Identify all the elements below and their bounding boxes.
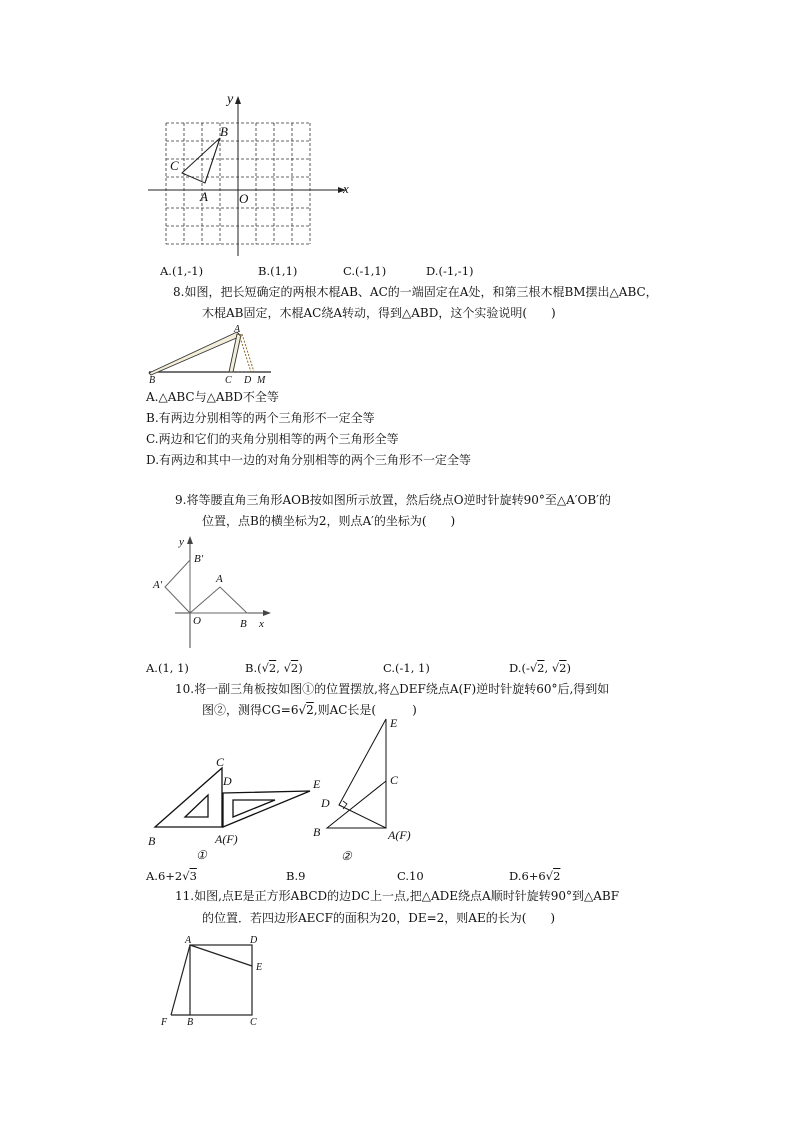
q10-fig2-label-b: B: [313, 825, 321, 839]
q8-label-a: A: [234, 324, 241, 335]
q8-label-m: M: [257, 375, 266, 386]
q7-option-b: B.(1,1): [258, 264, 298, 278]
q9-triangle-aob: [190, 587, 247, 613]
q11-square-figure: [155, 933, 280, 1028]
q9-label-x: x: [259, 618, 264, 630]
q8-option-c: C.两边和它们的夹角分别相等的两个三角形全等: [146, 432, 399, 446]
q7-grid-figure: [140, 88, 370, 258]
q11-label-e: E: [256, 962, 263, 973]
q11-label-f: F: [161, 1017, 168, 1028]
q7-option-a: A.(1,-1): [160, 264, 204, 278]
q7-label-c: C: [170, 158, 179, 173]
q7-label-o: O: [239, 191, 249, 206]
q8-label-c: C: [225, 375, 232, 386]
q10-option-a: A.6+2√3: [146, 869, 197, 883]
q7-label-y: y: [227, 92, 234, 107]
q10-fig2-label-c: C: [390, 773, 399, 787]
q9-label-b: B: [240, 618, 247, 630]
q8-stem-line1: 8.如图，把长短确定的两根木棍AB、AC的一端固定在A处，和第三根木棍BM摆出△ABC，: [173, 285, 658, 299]
q10-stem-line1: 10.将一副三角板按如图①的位置摆放,将△DEF绕点A(F)逆时针旋转60°后,得到如: [175, 682, 610, 696]
q11-label-a: A: [185, 935, 192, 946]
q10-fig1-number: ①: [196, 848, 207, 862]
q8-option-d: D.有两边和其中一边的对角分别相等的两个三角形不一定全等: [146, 453, 472, 467]
q10-figure-2: [305, 715, 435, 865]
q11-label-d: D: [250, 935, 258, 946]
q9-triangle-apobp: [165, 560, 190, 613]
q7-label-a: A: [200, 189, 208, 204]
q8-option-a: A.△ABC与△ABD不全等: [146, 390, 279, 404]
q10-fig2-label-d: D: [321, 796, 330, 810]
q9-label-o: O: [193, 615, 201, 627]
q8-stick-ab: [149, 332, 241, 375]
q10-fig2-triangle-def: [339, 719, 386, 828]
q8-label-d: D: [244, 375, 252, 386]
q10-fig1-label-af: A(F): [215, 832, 238, 846]
q9-stem-line2: 位置，点B的横坐标为2，则点A′的坐标为( ): [202, 514, 456, 528]
q11-stem-line2: 的位置．若四边形AECF的面积为20，DE=2，则AE的长为( ): [202, 911, 556, 925]
q7-label-b: B: [220, 124, 228, 139]
q9-option-d: D.(-√2, √2): [509, 661, 571, 675]
q11-label-c: C: [250, 1017, 257, 1028]
q9-label-y: y: [179, 536, 184, 548]
q11-stem-line1: 11.如图,点E是正方形ABCD的边DC上一点,把△ADE绕点A顺时针旋转90°到△ABF: [175, 889, 620, 903]
q7-label-x: x: [343, 181, 349, 196]
q9-option-a: A.(1, 1): [146, 661, 189, 675]
q8-label-b: B: [149, 375, 156, 386]
q10-fig2-label-af: A(F): [388, 828, 411, 842]
q9-rotation-figure: [145, 530, 275, 650]
q8-stick-figure: [145, 322, 280, 387]
q10-fig1-label-c: C: [216, 755, 225, 769]
q10-stem-line2: 图②，测得CG=6√2,则AC长是( ): [202, 703, 417, 717]
q10-fig2-label-e: E: [390, 716, 398, 730]
q9-label-ap: A′: [153, 579, 163, 591]
q8-option-b: B.有两边分别相等的两个三角形不一定全等: [146, 411, 375, 425]
q10-fig2-triangle-abc: [327, 781, 386, 828]
q9-label-a: A: [216, 573, 223, 585]
q10-fig1-label-d: D: [223, 774, 232, 788]
q10-fig1-label-e: E: [313, 777, 321, 791]
q10-option-d: D.6+6√2: [509, 869, 561, 883]
q9-sqrt: 2: [268, 661, 277, 675]
q9-option-b: B.(√2, √2): [245, 661, 303, 675]
q11-label-b: B: [187, 1017, 194, 1028]
q10-fig1-label-b: B: [148, 834, 156, 848]
q9-label-bp: B′: [194, 553, 204, 565]
q9-stem-line1: 9.将等腰直角三角形AOB按如图所示放置，然后绕点O逆时针旋转90°至△A′OB′的: [175, 493, 611, 507]
q10-option-c: C.10: [397, 869, 424, 883]
q7-option-c: C.(-1,1): [343, 264, 387, 278]
q7-triangle-abc: [182, 138, 220, 183]
q10-fig1-triangle-abc: [155, 768, 222, 827]
q9-option-c: C.(-1, 1): [383, 661, 430, 675]
q8-stem-line2: 木棍AB固定，木棍AC绕A转动，得到△ABD，这个实验说明( ): [202, 306, 556, 320]
q10-fig1-triangle-def: [223, 791, 310, 827]
q10-fig2-number: ②: [341, 849, 352, 863]
q7-option-d: D.(-1,-1): [426, 264, 474, 278]
q10-option-b: B.9: [286, 869, 306, 883]
